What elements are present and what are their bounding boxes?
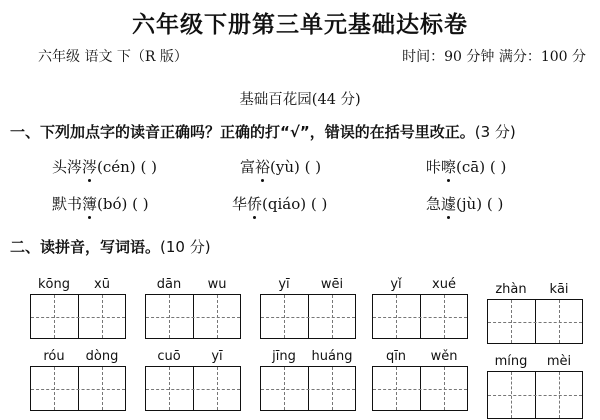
pinyin-syllable: yī xyxy=(211,349,223,364)
q1-item xyxy=(426,156,506,177)
pinyin-syllable: xū xyxy=(94,277,110,292)
answer-blank[interactable]: ( ) xyxy=(486,195,504,213)
dotted-char: 嚓 xyxy=(441,158,457,176)
item-pinyin: (bó) xyxy=(97,195,128,213)
item-head: 华 xyxy=(232,195,248,213)
question-1-text: 一、下列加点字的读音正确吗？正确的打“√”，错误的在括号里改正。 xyxy=(10,123,475,141)
item-head: 急 xyxy=(426,195,442,213)
writing-grid[interactable] xyxy=(145,294,241,339)
pinyin-syllable: wēi xyxy=(320,277,344,292)
writing-grid[interactable] xyxy=(372,294,468,339)
section-title: 基础百花园(44 分) xyxy=(239,92,361,108)
q1-item xyxy=(52,156,157,177)
pinyin-syllable: róu xyxy=(43,349,65,364)
answer-blank[interactable]: ( ) xyxy=(140,158,157,176)
pinyin-syllable: yī xyxy=(278,277,290,292)
question-2-heading xyxy=(10,236,211,257)
answer-blank[interactable]: ( ) xyxy=(310,195,328,213)
pinyin-syllable: xué xyxy=(432,277,456,292)
pinyin-syllable: kōng xyxy=(38,277,70,292)
item-head: 咔 xyxy=(426,158,442,176)
writing-grid[interactable] xyxy=(487,371,583,419)
pinyin-syllable: míng xyxy=(494,354,528,369)
q1-item xyxy=(52,193,149,214)
pinyin-syllable: mèi xyxy=(546,354,572,369)
item-pinyin: (jù) xyxy=(456,195,483,213)
writing-grid[interactable] xyxy=(260,294,356,339)
pinyin-syllable: cuō xyxy=(157,349,181,364)
question-1-heading xyxy=(10,121,516,142)
pinyin-syllable: dòng xyxy=(85,349,119,364)
pinyin-syllable: huáng xyxy=(311,349,353,364)
writing-grid[interactable] xyxy=(487,299,583,344)
pinyin-syllable: zhàn xyxy=(495,282,527,297)
question-2-score: (10 分) xyxy=(160,238,211,256)
grade-subject: 六年级 语文 下（R 版） xyxy=(38,49,188,65)
answer-blank[interactable]: ( ) xyxy=(489,158,507,176)
question-2-text: 二、读拼音，写词语。 xyxy=(10,238,161,256)
item-pinyin: (cā) xyxy=(456,158,486,176)
dotted-char: 遽 xyxy=(441,195,457,213)
writing-grid[interactable] xyxy=(372,366,468,411)
time-score: 时间：90 分钟 满分：100 分 xyxy=(402,49,586,65)
item-pinyin: (cén) xyxy=(97,158,136,176)
q1-item xyxy=(426,193,503,214)
question-1-score: (3 分) xyxy=(474,123,516,141)
item-pinyin: (qiáo) xyxy=(262,195,307,213)
item-head: 头涔 xyxy=(52,158,83,176)
q1-item xyxy=(240,156,321,177)
q1-item xyxy=(232,193,327,214)
answer-blank[interactable]: ( ) xyxy=(304,158,322,176)
dotted-char: 侨 xyxy=(247,195,263,213)
dotted-char: 裕 xyxy=(255,158,271,176)
pinyin-syllable: yǐ xyxy=(390,277,402,292)
page-title: 六年级下册第三单元基础达标卷 xyxy=(132,11,468,38)
writing-grid[interactable] xyxy=(30,294,126,339)
item-head: 默书 xyxy=(52,195,83,213)
dotted-char: 簿 xyxy=(82,195,98,213)
pinyin-syllable: jīng xyxy=(272,349,296,364)
item-head: 富 xyxy=(240,158,256,176)
answer-blank[interactable]: ( ) xyxy=(132,195,149,213)
pinyin-syllable: wěn xyxy=(430,349,458,364)
dotted-char: 涔 xyxy=(82,158,98,176)
pinyin-syllable: wu xyxy=(207,277,227,292)
pinyin-syllable: qīn xyxy=(385,349,407,364)
item-pinyin: (yù) xyxy=(270,158,300,176)
pinyin-syllable: kāi xyxy=(549,282,569,297)
writing-grid[interactable] xyxy=(260,366,356,411)
pinyin-syllable: dān xyxy=(156,277,182,292)
writing-grid[interactable] xyxy=(145,366,241,411)
writing-grid[interactable] xyxy=(30,366,126,411)
